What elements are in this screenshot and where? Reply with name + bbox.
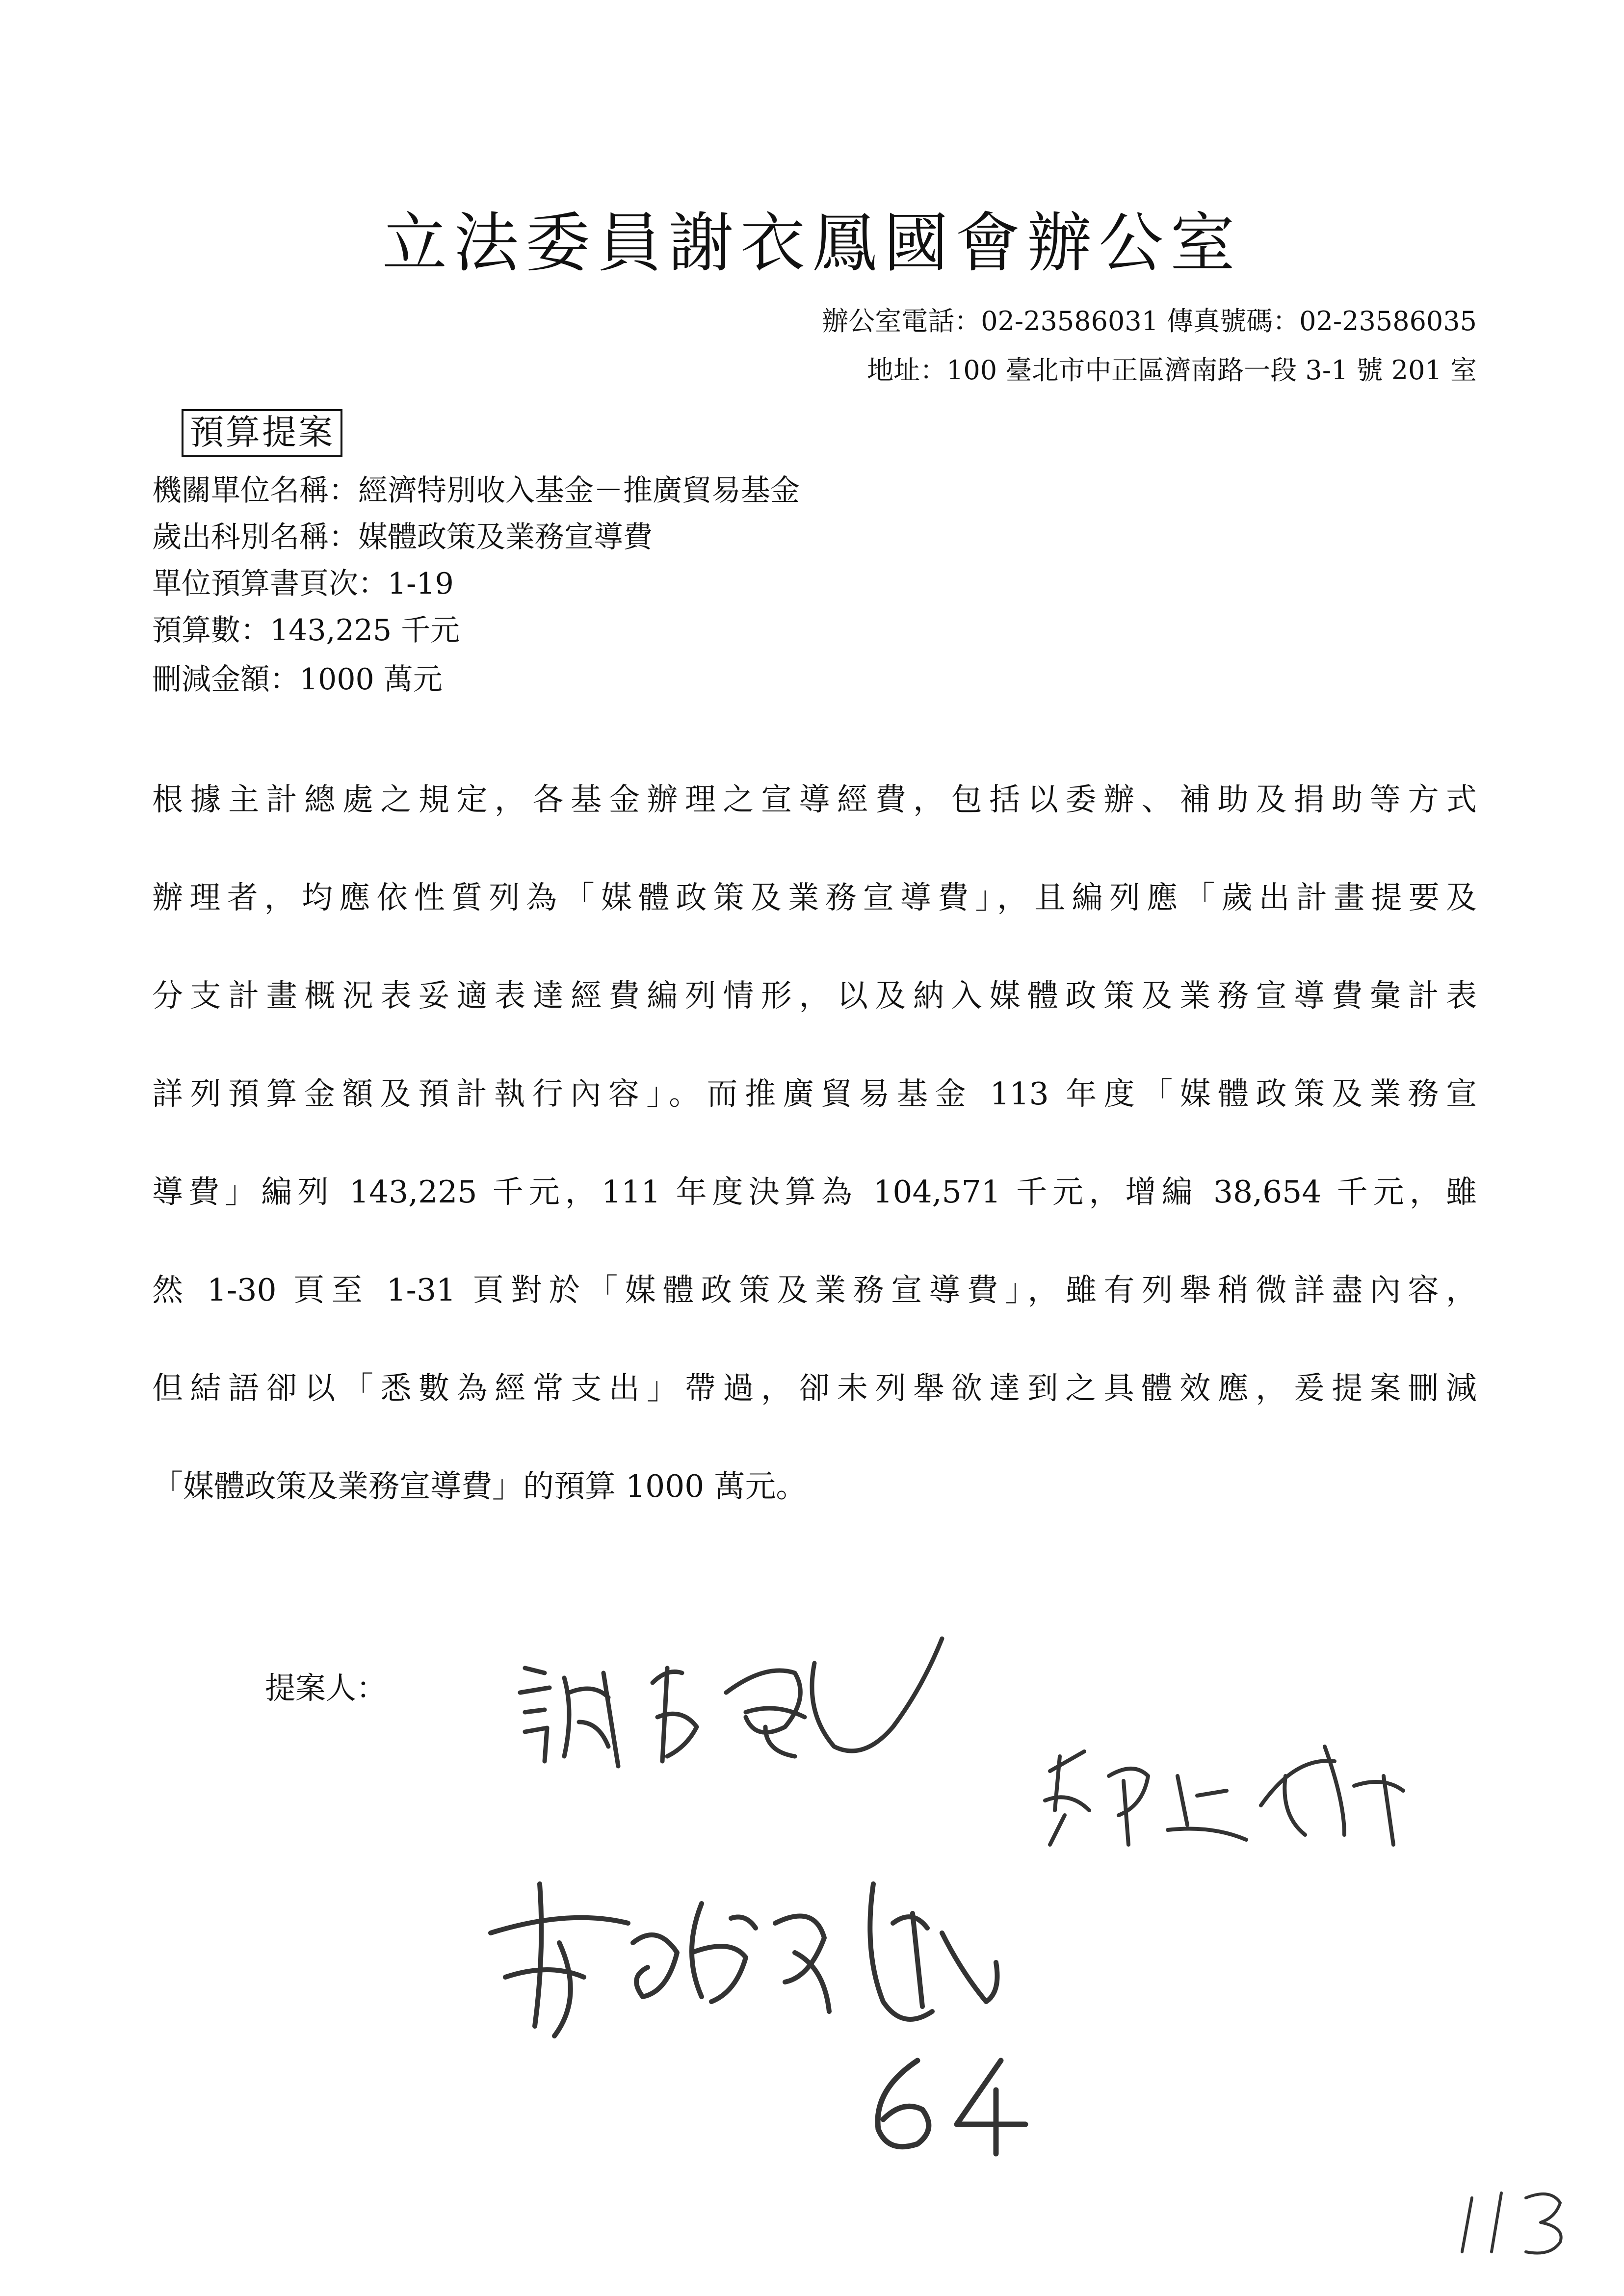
body-line: 導費」編列 143,225 千元，111 年度決算為 104,571 千元，增編 38,654 千元，雖 [152,1174,1477,1210]
proposal-body [152,780,1477,1565]
signature-3-image [471,1854,1060,2061]
body-line: 辦理者，均應依性質列為「媒體政策及業務宣導費」，且編列應「歲出計畫提要及 [152,880,1477,915]
signature-1-image [491,1599,962,1786]
signature-2-image [1030,1717,1433,1874]
meta-cut-amount: 刪減金額：1000 萬元 [152,662,443,697]
body-line: 詳列預算金額及預計執行內容」。而推廣貿易基金 113 年度「媒體政策及業務宣 [152,1076,1477,1112]
body-line: 分支計畫概況表妥適表達經費編列情形，以及納入媒體政策及業務宣導費彙計表 [152,978,1477,1014]
handwritten-number-64 [854,2051,1040,2159]
meta-agency: 機關單位名稱：經濟特別收入基金－推廣貿易基金 [152,473,800,508]
body-line: 「媒體政策及業務宣導費」的預算 1000 萬元。 [152,1468,807,1504]
handwritten-page-number [1452,2178,1580,2262]
body-line: 然 1-30 頁至 1-31 頁對於「媒體政策及業務宣導費」，雖有列舉稍微詳盡內容， [152,1272,1477,1308]
meta-account: 歲出科別名稱：媒體政策及業務宣導費 [152,520,653,554]
proposer-label: 提案人： [265,1670,387,1706]
proposal-type-label: 預算提案 [182,409,342,457]
meta-budget: 預算數：143,225 千元 [152,613,460,648]
meta-page: 單位預算書頁次：1-19 [152,567,454,601]
contact-address-line: 地址：100 臺北市中正區濟南路一段 3-1 號 201 室 [867,355,1477,386]
body-line: 但結語卻以「悉數為經常支出」帶過，卻未列舉欲達到之具體效應，爰提案刪減 [152,1370,1477,1406]
office-title: 立法委員謝衣鳳國會辦公室 [382,206,1242,281]
body-line: 根據主計總處之規定，各基金辦理之宣導經費，包括以委辦、補助及捐助等方式 [152,782,1477,817]
contact-phone-line: 辦公室電話：02-23586031 傳真號碼：02-23586035 [822,306,1477,337]
